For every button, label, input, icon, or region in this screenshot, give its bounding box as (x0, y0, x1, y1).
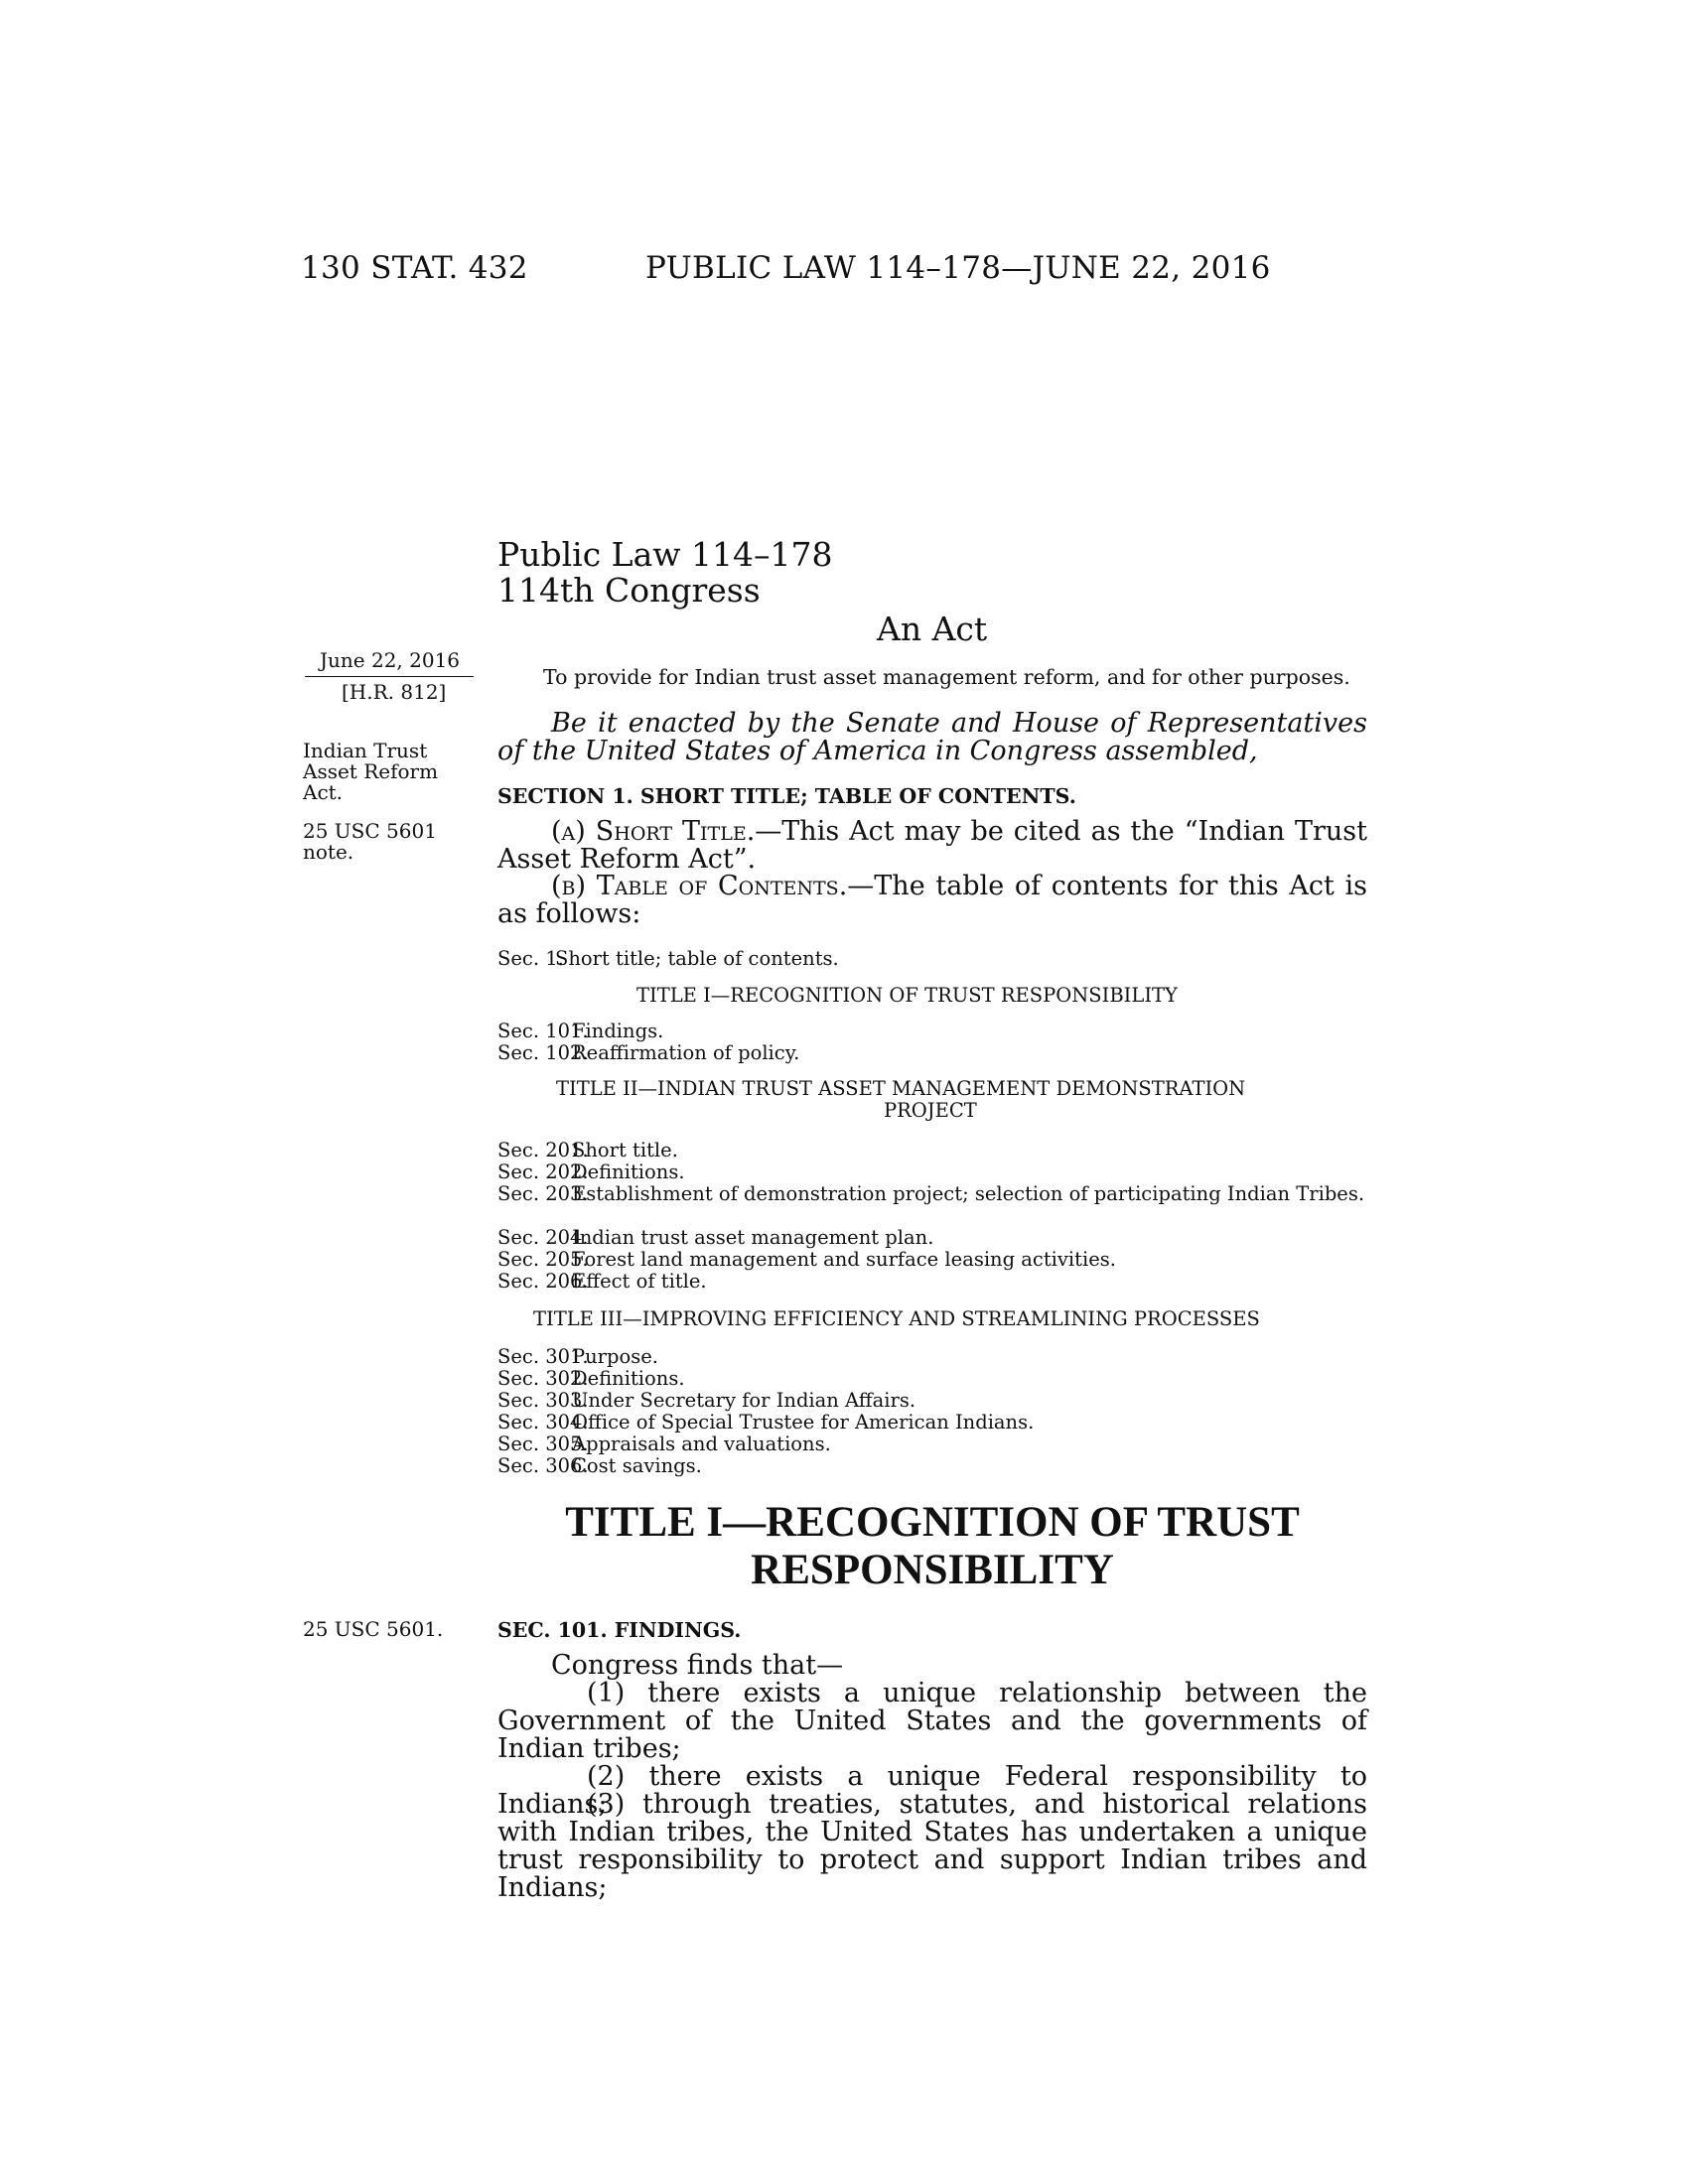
toc-entry-text: Establishment of demonstration project; selection of participating Indian Tribes. (572, 1182, 1365, 1205)
toc-entry-number: Sec. 202. (497, 1160, 589, 1183)
section-1-a-text: —This Act may be cited as the “Indian Trust Asset Reform Act”. (497, 816, 1367, 875)
section-1-b (497, 873, 1367, 928)
toc-entry-number: Sec. 304. (497, 1411, 589, 1433)
toc-entry-number: Sec. 102. (497, 1041, 589, 1064)
sec-101-paragraph-2: (2) there exists a unique Federal responsibility to Indians; (497, 1761, 1367, 1820)
toc-entry-text: Under Secretary for Indian Affairs. (572, 1389, 916, 1412)
margin-usc-note-1: 25 USC 5601 (303, 819, 437, 843)
toc-entry-number: Sec. 303. (497, 1389, 589, 1412)
toc-entry-text: Short title; table of contents. (555, 947, 839, 970)
toc-entry-number: Sec. 204. (497, 1226, 589, 1249)
toc-title-3: TITLE III—IMPROVING EFFICIENCY AND STREAMLINING PROCESSES (533, 1307, 1260, 1330)
toc-entry-number: Sec. 203. (497, 1182, 589, 1205)
toc-entry-text: Findings. (572, 1020, 664, 1042)
running-header-title: PUBLIC LAW 114–178—JUNE 22, 2016 (645, 250, 1271, 286)
section-1-a (497, 818, 1367, 874)
toc-title-2-line-1: TITLE II—INDIAN TRUST ASSET MANAGEMENT DEMONSTRATION (556, 1077, 1246, 1100)
section-1-b-label: (b) Table of Contents. (551, 871, 848, 901)
toc-entry-text: Reaffirmation of policy. (572, 1041, 800, 1064)
toc-entry-number: Sec. 206. (497, 1270, 589, 1293)
margin-short-title-2: Asset Reform (303, 759, 439, 783)
toc-entry-number: Sec. 301. (497, 1345, 589, 1368)
stat-page-number: 130 STAT. 432 (301, 250, 528, 286)
toc-entry-text: Forest land management and surface leasing activities. (572, 1248, 1116, 1271)
margin-sec-101-usc: 25 USC 5601. (303, 1617, 444, 1641)
title-1-heading-line-2: RESPONSIBILITY (751, 1547, 1114, 1593)
sec-101-paragraph-1: (1) there exists a unique relationship between the Government of the United States and the governments of Indian tribes; (497, 1678, 1367, 1764)
toc-entry-text: Appraisals and valuations. (572, 1433, 831, 1455)
toc-entry-number: Sec. 1. (497, 947, 564, 970)
toc-entry-number: Sec. 205. (497, 1248, 589, 1271)
enacting-clause: Be it enacted by the Senate and House of Representatives of the United States of America in Congress assembled, (497, 708, 1367, 766)
title-1-heading-line-1: TITLE I—RECOGNITION OF TRUST (565, 1499, 1300, 1546)
toc-entry-text: Cost savings. (572, 1454, 702, 1477)
margin-short-title-1: Indian Trust (303, 739, 428, 762)
toc-entry-text: Purpose. (572, 1345, 658, 1368)
section-1-a-label: (a) Short Title. (551, 816, 756, 847)
margin-short-title-3: Act. (303, 780, 344, 804)
section-1-b-text: —The table of contents for this Act is as follows: (497, 871, 1368, 929)
act-purpose: To provide for Indian trust asset management reform, and for other purposes. (543, 665, 1350, 689)
sec-101-heading: SEC. 101. FINDINGS. (497, 1618, 742, 1642)
toc-entry-text: Office of Special Trustee for American Indians. (572, 1411, 1035, 1433)
toc-entry-number: Sec. 201. (497, 1139, 589, 1161)
toc-entry-text: Definitions. (572, 1367, 685, 1390)
public-law-number: Public Law 114–178 (497, 535, 833, 574)
congress-number: 114th Congress (497, 571, 761, 610)
toc-entry-text: Effect of title. (572, 1270, 707, 1293)
toc-entry-number: Sec. 302. (497, 1367, 589, 1390)
toc-entry-text: Definitions. (572, 1160, 685, 1183)
margin-usc-note-2: note. (303, 840, 354, 864)
margin-date: June 22, 2016 (320, 648, 461, 672)
toc-title-2-line-2: PROJECT (884, 1099, 977, 1122)
margin-rule (305, 676, 474, 677)
section-1-heading: SECTION 1. SHORT TITLE; TABLE OF CONTENTS. (497, 784, 1076, 808)
sec-101-intro: Congress finds that— (551, 1650, 844, 1681)
sec-101-paragraph-3: (3) through treaties, statutes, and historical relations with Indian tribes, the United States has undertaken a unique trust responsibility to protect and support Indian tribes and Indians; (497, 1789, 1367, 1903)
toc-entry-number: Sec. 305. (497, 1433, 589, 1455)
toc-entry-number: Sec. 101. (497, 1020, 589, 1042)
margin-bill-number: [H.R. 812] (342, 680, 447, 704)
toc-title-1: TITLE I—RECOGNITION OF TRUST RESPONSIBILITY (636, 984, 1178, 1007)
toc-entry-number: Sec. 306. (497, 1454, 589, 1477)
toc-entry-text: Short title. (572, 1139, 678, 1161)
act-label: An Act (877, 610, 988, 648)
toc-entry-text: Indian trust asset management plan. (572, 1226, 934, 1249)
